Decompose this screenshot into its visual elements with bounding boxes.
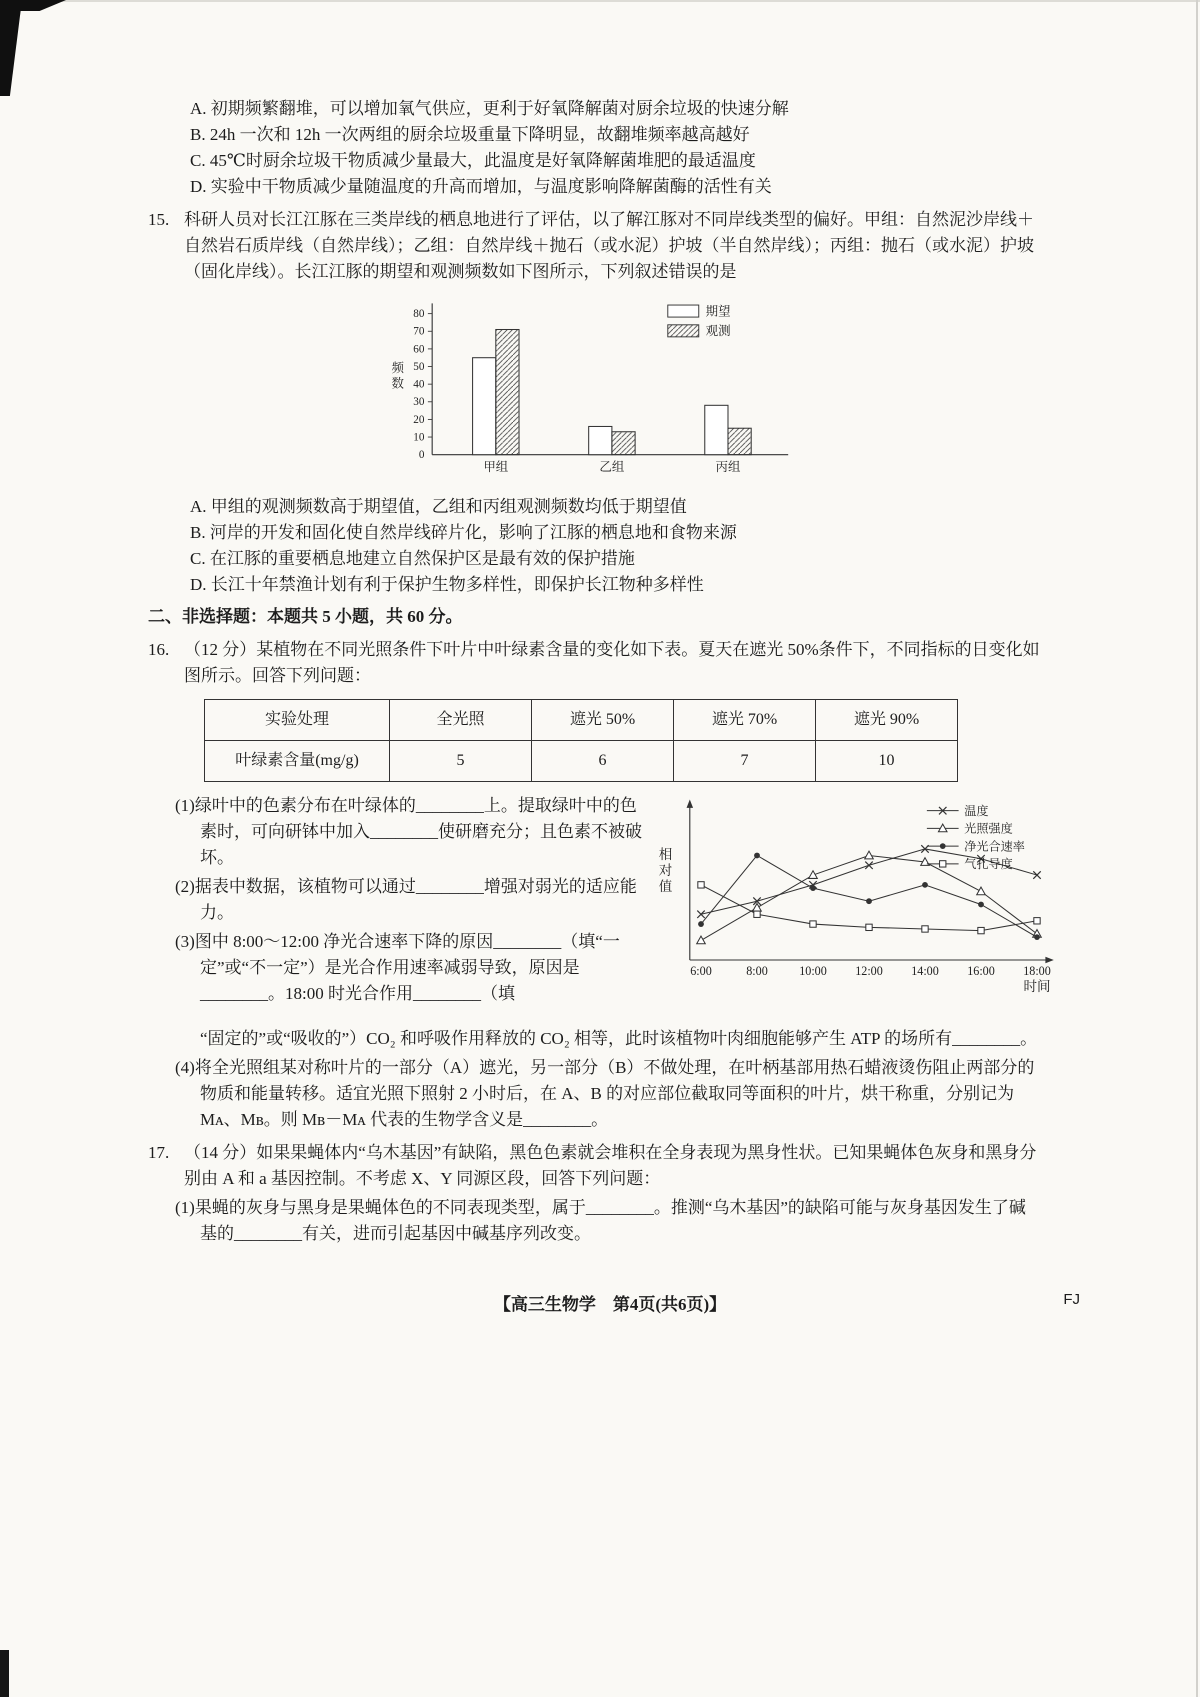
svg-text:8:00: 8:00 xyxy=(746,964,768,979)
table-header-shade-50: 遮光 50% xyxy=(532,700,674,741)
table-header-treatment: 实验处理 xyxy=(205,700,390,741)
scan-edge-right xyxy=(1196,0,1198,1697)
q16-stem: （12 分）某植物在不同光照条件下叶片中叶绿素含量的变化如下表。夏天在遮光 50%条件下，不同指标的日变化如图所示。回答下列问题： xyxy=(184,640,1040,686)
q15-option-c: C. 在江豚的重要栖息地建立自然保护区是最有效的保护措施 xyxy=(190,549,635,569)
svg-text:40: 40 xyxy=(413,378,425,391)
svg-text:0: 0 xyxy=(418,449,425,462)
porpoise-frequency-figure xyxy=(384,293,1040,490)
svg-text:时间: 时间 xyxy=(1023,978,1051,994)
table-header-shade-70: 遮光 70% xyxy=(674,700,816,741)
q16-part-3-continued: “固定的”或“吸收的”）CO₂ 和呼吸作用释放的 CO₂ 相等，此时该植物叶肉细胞能够产生 ATP 的场所有________。 xyxy=(200,1029,1038,1049)
svg-text:6:00: 6:00 xyxy=(690,964,712,979)
cell-value-full-light: 5 xyxy=(390,741,532,782)
cell-value-shade-90: 10 xyxy=(816,741,958,782)
section-2-header: 二、非选择题：本题共 5 小题，共 60 分。 xyxy=(148,607,463,627)
svg-text:气孔导度: 气孔导度 xyxy=(964,857,1013,872)
footer-code: FJ xyxy=(1063,1291,1080,1308)
q14-option-b: B. 24h 一次和 12h 一次两组的厨余垃圾重量下降明显，故翻堆频率越高越好 xyxy=(190,125,750,144)
table-header-full-light: 全光照 xyxy=(390,700,532,741)
table-header-row xyxy=(205,700,958,741)
svg-text:数: 数 xyxy=(391,376,404,391)
svg-text:对: 对 xyxy=(658,863,673,879)
q14-options xyxy=(148,96,1040,200)
q14-option-a: A. 初期频繁翻堆，可以增加氧气供应，更利于好氧降解菌对厨余垃圾的快速分解 xyxy=(190,99,789,118)
svg-text:50: 50 xyxy=(413,360,425,373)
q15-option-b: B. 河岸的开发和固化使自然岸线碎片化，影响了江豚的栖息地和食物来源 xyxy=(190,523,737,543)
page-footer xyxy=(140,1290,1080,1315)
svg-text:70: 70 xyxy=(413,325,425,338)
q16-part-4: (4)将全光照组某对称叶片的一部分（A）遮光，另一部分（B）不做处理，在叶柄基部用热石蜡液烫伤阻止两部分的物质和能量转移。适宜光照下照射 2 小时后，在 A、B 的对应部位截取同等面积的叶片，烘干称重，分别记为 Mᴀ、Mʙ。则 Mʙ－Mᴀ 代表的生物学含义是________。 xyxy=(175,1058,1035,1130)
table-header-shade-90: 遮光 90% xyxy=(816,700,958,741)
svg-text:30: 30 xyxy=(413,396,425,409)
q15-option-d: D. 长江十年禁渔计划有利于保护生物多样性，即保护长江物种多样性 xyxy=(190,575,704,595)
svg-text:14:00: 14:00 xyxy=(911,964,939,979)
svg-text:丙组: 丙组 xyxy=(715,460,741,475)
scan-artifact-bottom-left xyxy=(0,1650,9,1697)
svg-text:12:00: 12:00 xyxy=(855,964,883,979)
svg-text:10:00: 10:00 xyxy=(799,964,827,979)
q16-parts-column xyxy=(175,790,645,1024)
q17-number: 17. xyxy=(148,1143,170,1163)
svg-text:18:00: 18:00 xyxy=(1023,964,1051,979)
q15-options xyxy=(184,494,1040,598)
question-17 xyxy=(148,1140,1040,1247)
question-15 xyxy=(148,207,1040,598)
chlorophyll-table xyxy=(204,699,958,782)
q17-part-1: (1)果蝇的灰身与黑身是果蝇体色的不同表现类型，属于________。推测“乌木基因”的缺陷可能与灰身基因发生了碱基的________有关，进而引起基因中碱基序列改变。 xyxy=(175,1198,1026,1244)
q15-number: 15. xyxy=(148,210,170,229)
svg-text:16:00: 16:00 xyxy=(967,964,995,979)
q17-stem: （14 分）如果果蝇体内“乌木基因”有缺陷，黑色色素就会堆积在全身表现为黑身性状。已知果蝇体色灰身和黑身分别由 A 和 a 基因控制。不考虑 X、Y 同源区段，回答下列问题： xyxy=(184,1143,1037,1189)
page-content xyxy=(148,96,1051,1247)
svg-text:甲组: 甲组 xyxy=(483,460,509,475)
svg-text:相: 相 xyxy=(658,847,673,863)
svg-text:乙组: 乙组 xyxy=(599,460,625,475)
footer-page-label: 【高三生物学 第4页(共6页)】 xyxy=(493,1295,727,1314)
svg-text:20: 20 xyxy=(413,413,425,426)
q15-option-a: A. 甲组的观测频数高于期望值，乙组和丙组观测频数均低于期望值 xyxy=(190,497,687,517)
svg-text:10: 10 xyxy=(413,431,425,444)
q16-number: 16. xyxy=(148,640,170,660)
daily-variation-figure xyxy=(645,790,1065,1024)
bar-chart xyxy=(384,293,814,482)
cell-value-shade-70: 7 xyxy=(674,741,816,782)
svg-text:光照强度: 光照强度 xyxy=(964,821,1013,836)
q14-option-d: D. 实验中干物质减少量随温度的升高而增加，与温度影响降解菌酶的活性有关 xyxy=(190,177,772,196)
q16-part-2: (2)据表中数据，该植物可以通过________增强对弱光的适应能力。 xyxy=(175,877,637,923)
cell-row-label: 叶绿素含量(mg/g) xyxy=(205,741,390,782)
line-chart xyxy=(645,792,1065,1016)
svg-text:观测: 观测 xyxy=(705,324,731,339)
scan-artifact-corner-vertical xyxy=(0,0,22,96)
q16-part-3-start: (3)图中 8:00～12:00 净光合速率下降的原因________（填“一定”或“不一定”）是光合作用速率减弱导致，原因是________。18:00 时光合作用________（填 xyxy=(175,932,620,1004)
svg-text:期望: 期望 xyxy=(705,304,731,319)
q14-option-c: C. 45℃时厨余垃圾干物质减少量最大，此温度是好氧降解菌堆肥的最适温度 xyxy=(190,151,756,170)
svg-text:净光合速率: 净光合速率 xyxy=(964,839,1025,854)
q15-stem: 科研人员对长江江豚在三类岸线的栖息地进行了评估，以了解江豚对不同岸线类型的偏好。甲组：自然泥沙岸线＋自然岩石质岸线（自然岸线）；乙组：自然岸线＋抛石（或水泥）护坡（半自然岸线）；丙组：抛石（或水泥）护坡（固化岸线）。长江江豚的期望和观测频数如下图所示，下列叙述错误的是 xyxy=(184,210,1034,281)
svg-text:60: 60 xyxy=(413,343,425,356)
question-16 xyxy=(148,637,1051,1133)
svg-text:温度: 温度 xyxy=(964,804,989,819)
q16-part-1: (1)绿叶中的色素分布在叶绿体的________上。提取绿叶中的色素时，可向研钵中加入________使研磨充分；且色素不被破坏。 xyxy=(175,796,642,868)
scan-edge-top xyxy=(0,0,1200,2)
table-row xyxy=(205,741,958,782)
scan-artifact-corner-horizontal xyxy=(0,0,66,11)
svg-text:80: 80 xyxy=(413,308,425,321)
cell-value-shade-50: 6 xyxy=(532,741,674,782)
svg-text:值: 值 xyxy=(658,879,673,895)
svg-text:频: 频 xyxy=(391,361,404,376)
q16-text-and-figure xyxy=(175,790,1051,1024)
